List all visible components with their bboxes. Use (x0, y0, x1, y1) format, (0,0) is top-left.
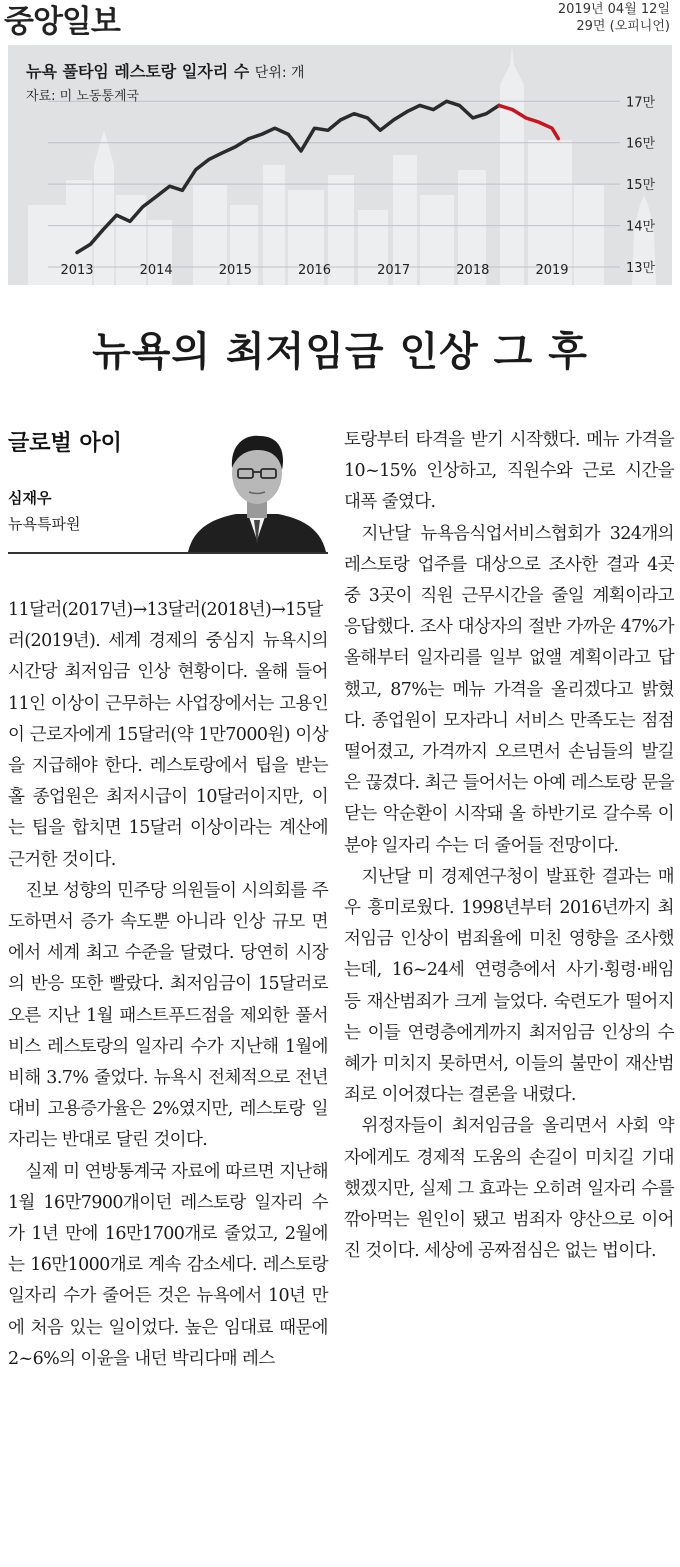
y-tick-label: 13만 (626, 261, 656, 276)
chart-source: 자료: 미 노동통계국 (26, 89, 140, 104)
article-body-left (8, 595, 328, 1375)
issue-date: 2019년 04월 12일 (557, 2, 670, 17)
article-paragraph: 지난달 뉴욕음식업서비스협회가 324개의 레스토랑 업주를 대상으로 조사한 결과 4곳 중 3곳이 직원 근무시간을 줄일 계획이라고 응답했다. 조사 대상자의 절반 가까운 47%가 올해부터 일자리를 일부 없앨 계획이라고 답했고, 87%는 메뉴 가격을 올리겠다고 밝혔다. 종업원이 모자라니 서비스 만족도는 점점 떨어졌고, 가격까지 오르면서 손님들의 발길은 끊겼다. 최근 들어서는 아예 레스토랑 문을 닫는 악순환이 시작돼 올 하반기로 갈수록 이 분야 일자리 수는 더 줄어들 전망이다. (344, 523, 674, 856)
article-body-right (344, 425, 674, 1267)
headline: 뉴욕의 최저임금 인상 그 후 (92, 328, 588, 375)
y-tick-label: 14만 (626, 219, 656, 235)
column-name: 글로벌 아이 (8, 431, 122, 456)
x-tick-label: 2015 (218, 263, 252, 278)
article-paragraph: 토랑부터 타격을 받기 시작했다. 메뉴 가격을 10~15% 인상하고, 직원수와 근로 시간을 대폭 줄였다. (344, 430, 674, 513)
author-role: 뉴욕특파원 (8, 515, 81, 533)
chart-panel (8, 45, 672, 285)
y-tick-label: 15만 (626, 178, 656, 194)
article-paragraph: 위정자들이 최저임금을 올리면서 사회 약자에게도 경제적 도움의 손길이 미치길 기대했겠지만, 실제 그 효과는 오히려 일자리 수를 깎아먹는 원인이 됐고 범죄자 양산으로 이어진 것이다. 세상에 공짜점심은 없는 법이다. (344, 1116, 674, 1262)
x-tick-label: 2018 (456, 263, 490, 278)
article-paragraph: 지난달 미 경제연구청이 발표한 결과는 매우 흥미로웠다. 1998년부터 2016년까지 최저임금 인상이 범죄율에 미친 영향을 조사했는데, 16~24세 연령층에서 사기·횡령·배임 등 재산범죄가 크게 늘었다. 숙련도가 떨어지는 이들 연령층에게까지 최저임금 인상의 수혜가 미치지 못하면서, 이들의 불만이 재산범죄로 이어졌다는 결론을 내렸다. (344, 866, 674, 1106)
author-name: 심재우 (8, 489, 52, 507)
newspaper-logo: 중앙일보 (4, 4, 120, 40)
chart-title-text: 뉴욕 풀타임 레스토랑 일자리 수 (26, 62, 250, 81)
y-tick-label: 16만 (626, 136, 656, 152)
x-tick-label: 2019 (535, 263, 569, 278)
article-paragraph: 11달러(2017년)→13달러(2018년)→15달러(2019년). 세계 경제의 중심지 뉴욕시의 시간당 최저임금 인상 현황이다. 올해 들어 11인 이상이 근무하는 사업장에서는 고용인이 근로자에게 15달러(약 1만7000원) 이상을 지급해야 한다. 레스토랑에서 팁을 받는 홀 종업원은 최저시급이 10달러이지만, 이는 팁을 합치면 15달러 이상이라는 계산에 근거한 것이다. (8, 600, 328, 870)
issue-info (558, 1, 670, 35)
y-tick-label: 17만 (626, 95, 656, 111)
x-tick-label: 2014 (139, 263, 173, 278)
x-tick-label: 2013 (60, 263, 94, 278)
chart-unit: 단위: 개 (254, 65, 305, 81)
article-paragraph: 진보 성향의 민주당 의원들이 시의회를 주도하면서 증가 속도뿐 아니라 인상 규모 면에서 세계 최고 수준을 달렸다. 당연히 시장의 반응 또한 빨랐다. 최저임금이 15달러로 오른 지난 1월 패스트푸드점을 제외한 풀서비스 레스토랑의 일자리 수가 지난해 1월에 비해 3.7% 줄었다. 뉴욕시 전체적으로 전년 대비 고용증가율은 2%였지만, 레스토랑 일자리는 반대로 달린 것이다. (8, 880, 328, 1151)
x-tick-label: 2016 (297, 263, 332, 278)
issue-page: 29면 (오피니언) (576, 19, 670, 34)
author-photo (186, 428, 328, 552)
x-tick-label: 2017 (377, 263, 411, 278)
chart-title (26, 59, 305, 82)
article-paragraph: 실제 미 연방통계국 자료에 따르면 지난해 1월 16만7900개이던 레스토랑 일자리 수가 1년 만에 16만1700개로 줄었고, 2월에는 16만1000개로 계속 감소세다. 레스토랑 일자리 수가 줄어든 것은 뉴욕에서 10년 만에 처음 있는 일이었다. 높은 임대료 때문에 2~6%의 이윤을 내던 박리다매 레스 (8, 1161, 328, 1369)
byline-divider (8, 552, 328, 554)
